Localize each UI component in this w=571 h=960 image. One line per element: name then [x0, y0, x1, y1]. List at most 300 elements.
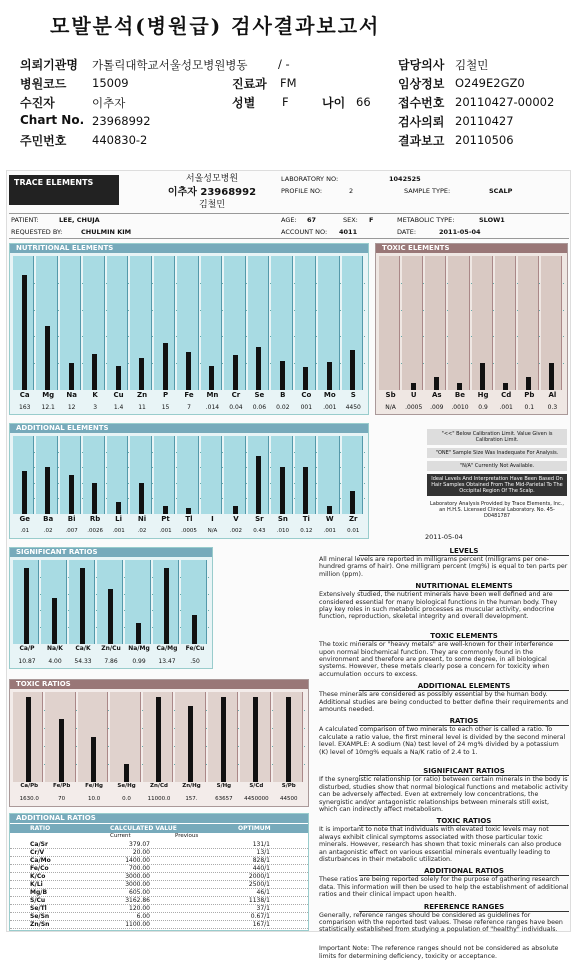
element-label: Rb	[89, 515, 101, 523]
element-label: Mg	[42, 391, 55, 399]
element-label: Na/K	[47, 645, 63, 652]
ratio-name: Se/Tl	[30, 905, 47, 912]
element-value: 0.02	[276, 404, 290, 411]
ratio-optimum: 1138/1	[248, 897, 270, 904]
element-label: Fe	[184, 391, 194, 399]
element-value: 44500	[280, 796, 298, 802]
legend-line-2: "ONE" Sample Size Was Inadequate For Analysis.	[427, 448, 567, 458]
element-label: Sn	[277, 515, 288, 523]
element-value: 63657	[215, 796, 233, 802]
clinical-label: 임상정보	[398, 77, 445, 91]
toxic-ratios-chart	[9, 679, 309, 807]
ratio-current: 6.00	[136, 913, 150, 920]
element-label: Pb	[524, 391, 535, 399]
element-label: B	[280, 391, 286, 399]
ratio-name: K/Co	[30, 873, 46, 880]
ratio-name: Ca/Sr	[30, 841, 48, 848]
chart-bar	[91, 737, 96, 782]
chart-bar	[80, 568, 85, 644]
section-text-ref_t: Generally, reference ranges should be considered as guidelines for comparison with the reported test values. These reference ranges have been statistically established from studying a population of "healthy" individuals.	[319, 911, 563, 934]
element-value: 0.43	[253, 528, 266, 534]
chart-bar	[45, 326, 50, 390]
age-value: 66	[356, 95, 371, 109]
element-label: V	[233, 515, 239, 523]
stamp-hospital: 서울성모병원	[185, 174, 239, 184]
section-text-nut_t: Extensively studied, the nutrient minerals have been well defined and are considered essential for many biological functions in the human body. They play key roles in such metabolic processes as muscular activity, endocrine function, reproduction, skeletal integrity and overall development.	[319, 591, 558, 621]
chart-bar	[163, 506, 168, 514]
element-value: 70	[58, 796, 66, 802]
chart-value: 23968992	[92, 114, 151, 128]
chart-bar	[186, 352, 191, 390]
ratio-current: 3162.86	[125, 897, 150, 904]
chart-bar	[92, 483, 97, 514]
element-label: Ca/P	[19, 645, 35, 652]
chart-bar	[26, 697, 31, 783]
patient-en-value: LEE, CHUJA	[59, 216, 100, 224]
requested-value: CHULMIN KIM	[81, 228, 132, 236]
table-row	[10, 921, 308, 929]
chart-bar	[59, 719, 64, 782]
chart-bar	[256, 456, 261, 515]
ratio-current: 20.00	[132, 849, 150, 856]
significant-title: SIGNIFICANT RATIOS	[10, 548, 212, 557]
chart-column	[402, 256, 423, 390]
chart-column	[518, 256, 539, 390]
element-label: Sb	[385, 391, 396, 399]
chart-label: Chart No.	[20, 113, 85, 127]
element-label: Zn/Hg	[182, 783, 201, 789]
nutritional-chart	[9, 243, 369, 415]
head-current: Current	[110, 833, 131, 839]
element-value: .009	[430, 404, 444, 411]
element-value: .50	[190, 658, 200, 665]
report-label: 결과보고	[398, 134, 445, 148]
chart-bar	[69, 363, 74, 390]
ratio-name: K/Li	[30, 881, 43, 888]
element-value: 001	[300, 404, 313, 411]
chart-bar	[350, 350, 355, 390]
element-label: Ge	[19, 515, 30, 523]
age-label: 나이	[322, 96, 346, 110]
element-label: Mo	[323, 391, 336, 399]
element-value: 4450	[345, 404, 361, 411]
table-row	[10, 881, 308, 889]
element-value: 0.06	[252, 404, 267, 411]
ratio-current: 379.07	[129, 841, 150, 848]
section-heading-ref_h: REFERENCE RANGES	[359, 903, 569, 912]
element-value: 10.87	[18, 658, 36, 665]
chart-bar	[411, 383, 416, 390]
ratio-optimum: 13/1	[256, 849, 270, 856]
element-label: Zn	[137, 391, 148, 399]
chart-bar	[286, 697, 291, 783]
chart-bar	[526, 377, 531, 390]
chart-bar	[45, 467, 50, 514]
section-text-arat_t: These ratios are being reported solely for the purpose of gathering research data. This information will then be used to help the establishment of additional ratios and their clinical impact upon health.	[319, 876, 569, 899]
date-value: 2011-05-04	[439, 228, 481, 236]
element-value: 7.86	[104, 658, 118, 665]
ratio-name: Mg/B	[30, 889, 48, 896]
ratio-name: S/Cu	[30, 897, 46, 904]
element-label: Co	[301, 391, 312, 399]
section-heading-tox_h: TOXIC ELEMENTS	[359, 632, 569, 641]
stamp-patient: 이추자 23968992	[167, 187, 257, 198]
ratio-name: Fe/Co	[30, 865, 49, 872]
chart-bar	[108, 589, 113, 644]
element-label: Tl	[185, 515, 193, 523]
page-title: 모발분석(병원급) 검사결과보고서	[50, 14, 381, 38]
element-label: Cr	[231, 391, 241, 399]
element-label: Ca	[19, 391, 30, 399]
metabolic-value: SLOW1	[479, 216, 505, 224]
dept-value: FM	[280, 76, 297, 90]
patient-label: 수진자	[20, 96, 55, 110]
chart-column	[224, 436, 245, 514]
id-label: 주민번호	[20, 134, 67, 148]
element-value: 0.04	[229, 404, 243, 411]
lab-logo-text: TRACE ELEMENTS	[14, 178, 94, 187]
element-value: .001	[112, 528, 125, 534]
element-label: Ni	[137, 515, 147, 523]
section-text-tox_t: The toxic minerals or "heavy metals" are well-known for their interference upon normal biochemical function. They are commonly found in the environment and therefore are present, to some degree, in all biological systems. However, these metals clearly pose a concern for toxicity when accumulation occurs to excess.	[319, 641, 554, 678]
element-value: 0.1	[524, 404, 535, 411]
element-value: 0.0	[122, 796, 131, 802]
ratio-current: 3000.00	[125, 881, 150, 888]
table-row	[10, 857, 308, 865]
element-value: 7	[187, 404, 191, 411]
element-label: Ca/K	[75, 645, 91, 652]
chart-bar	[327, 362, 332, 390]
element-label: Hg	[477, 391, 489, 399]
scanned-report	[6, 170, 571, 960]
ratio-optimum: 828/1	[252, 857, 270, 864]
element-value: .01	[20, 528, 30, 534]
element-value: 0.12	[300, 528, 313, 534]
account-label: ACCOUNT NO:	[281, 228, 328, 236]
chart-bar	[221, 697, 226, 783]
code-label: 병원코드	[20, 77, 67, 91]
ratio-optimum: 440/1	[252, 865, 270, 872]
chart-bar	[303, 367, 308, 390]
ratio-name: Zn/Sn	[30, 921, 50, 928]
ratio-optimum: 2000/1	[248, 873, 270, 880]
report-meta-right	[279, 173, 569, 209]
chart-bar	[253, 697, 258, 783]
legend-line-3: "N/A" Currently Not Available.	[427, 461, 567, 471]
element-label: Ca/Pb	[20, 783, 39, 789]
header-info	[0, 52, 571, 152]
ratio-name: Cr/V	[30, 849, 45, 856]
nutritional-title: NUTRITIONAL ELEMENTS	[10, 244, 368, 253]
element-label: Sr	[255, 515, 264, 523]
chart-bar	[280, 467, 285, 514]
element-label: Fe/Hg	[85, 783, 103, 789]
ratio-name: Ca/Mo	[30, 857, 51, 864]
lab-logo	[9, 175, 119, 205]
head-ratio: RATIO	[30, 825, 51, 832]
chart-bar	[256, 347, 261, 390]
table-row	[10, 873, 308, 881]
chart-bar	[163, 343, 168, 390]
chart-bar	[186, 508, 191, 514]
section-text-trat_t: It is important to note that individuals with elevated toxic levels may not always exhibit clinical symptoms associated with those particular toxic minerals. However, research has shown that toxic minerals can also produce an antagonistic effect on various essential minerals eventually leading to disturbances in their metabolic utilization.	[319, 826, 562, 864]
chart-bar	[480, 363, 485, 390]
hospital-label: 의뢰기관명	[20, 58, 78, 72]
chart-bar	[350, 491, 355, 514]
chart-bar	[233, 506, 238, 514]
element-value: 11000.0	[147, 796, 171, 802]
element-value: .001	[323, 528, 336, 534]
ratio-optimum: 167/1	[252, 921, 270, 928]
section-text-add_t: These minerals are considered as possibly essential by the human body. Additional studies are being conducted to better define their requirements and amounts needed.	[319, 691, 569, 713]
element-value: 54.33	[74, 658, 92, 665]
element-label: S/Cd	[249, 783, 264, 789]
element-value: .0010	[451, 404, 469, 411]
chart-bar	[434, 377, 439, 390]
element-label: Fe/Pb	[53, 783, 71, 789]
legend-line-5: Laboratory Analysis Provided by Trace Elements, Inc., an H.H.S. Licensed Clinical Laboratory. No. 45-D0481787	[430, 501, 564, 519]
section-heading-rat_h: RATIOS	[359, 717, 569, 726]
section-heading-add_h: ADDITIONAL ELEMENTS	[359, 682, 569, 691]
section-heading-arat_h: ADDITIONAL RATIOS	[359, 867, 569, 876]
element-label: S	[350, 391, 356, 399]
element-value: .0005	[181, 528, 197, 534]
code-value: 15009	[92, 76, 129, 90]
chart-bar	[92, 354, 97, 390]
element-value: 0.99	[132, 658, 146, 665]
element-value: .001	[323, 404, 337, 411]
element-value: .02	[43, 528, 53, 534]
element-label: Zn/Cu	[101, 645, 121, 652]
ratio-optimum: 131/1	[252, 841, 270, 848]
table-row	[10, 841, 308, 849]
element-label: Zn/Cd	[150, 783, 168, 789]
sex-en-label: SEX:	[343, 216, 358, 224]
ratio-current: 1100.00	[125, 921, 150, 928]
table-row	[10, 897, 308, 905]
significant-ratios-chart	[9, 547, 213, 669]
section-text-levels_t: All mineral levels are reported in milligrams percent (milligrams per one-hundred grams of hair). One milligram percent (mg%) is equal to ten parts per million (ppm).	[319, 556, 568, 578]
element-value: 10.0	[87, 796, 101, 802]
element-value: 0.01	[347, 528, 360, 534]
element-value: 11	[138, 404, 146, 411]
chart-bar	[188, 706, 193, 783]
chart-bar	[139, 358, 144, 390]
chart-bar	[136, 623, 141, 644]
element-label: S/Hg	[216, 783, 232, 789]
doctor-value: 김철민	[455, 58, 489, 72]
requested-label: REQUESTED BY:	[11, 228, 63, 236]
lab-no-value: 1042525	[389, 175, 421, 183]
table-row	[10, 865, 308, 873]
element-label: U	[410, 391, 417, 399]
request-value: 20110427	[455, 114, 514, 128]
stamp-doctor: 김철민	[198, 200, 226, 210]
age-en-label: AGE:	[281, 216, 297, 224]
element-value: .007	[65, 528, 78, 534]
element-value: 15	[161, 404, 170, 411]
element-value: N/A	[385, 404, 396, 411]
element-label: Mn	[206, 391, 219, 399]
profile-label: PROFILE NO:	[281, 187, 323, 195]
head-opt: OPTIMUM	[238, 825, 271, 832]
table-row	[10, 913, 308, 921]
element-value: .0026	[87, 528, 103, 534]
element-label: K	[92, 391, 98, 399]
element-label: Ca/Mg	[156, 645, 178, 652]
legend-box	[427, 429, 567, 527]
element-value: 4.00	[48, 658, 62, 665]
legend-line-1: "<<" Below Calibration Limit. Value Given is Calibration Limit.	[427, 429, 567, 445]
element-label: Be	[454, 391, 465, 399]
hospital-value: 가톨릭대학교서울성모병원병동	[92, 58, 248, 72]
section-heading-levels_h: LEVELS	[359, 547, 569, 556]
ratio-current: 3000.00	[125, 873, 150, 880]
additional-ratios-title: ADDITIONAL RATIOS	[10, 814, 308, 823]
element-value: 12	[67, 404, 76, 411]
chart-column	[177, 436, 198, 514]
receipt-value: 20110427-00002	[455, 95, 555, 109]
ratio-optimum: 0.67/1	[250, 913, 270, 920]
metabolic-label: METABOLIC TYPE:	[397, 216, 455, 224]
patient-en-label: PATIENT:	[11, 216, 39, 224]
additional-ratios-table	[9, 813, 309, 931]
id-value: 440830-2	[92, 133, 148, 147]
chart-column	[201, 436, 222, 514]
element-value: 13.47	[158, 658, 176, 665]
ratio-current: 1400.00	[125, 857, 150, 864]
section-text-sig_t: If the synergistic relationship (or ratio) between certain minerals in the body is disturbed, studies show that normal biological functions and metabolic activity can be adversely affected. Even at extremely low concentrations, the synergistic and/or antagonistic relationships between minerals still exist, which can indirectly affect metabolism.	[319, 776, 568, 814]
head-previous: Previous	[175, 833, 199, 839]
chart-column	[379, 256, 400, 390]
table-row	[10, 849, 308, 857]
chart-bar	[327, 506, 332, 514]
date-label: DATE:	[397, 228, 417, 236]
patient-value: 이추자	[92, 96, 126, 110]
chart-bar	[69, 475, 74, 514]
toxic-title: TOXIC ELEMENTS	[376, 244, 567, 253]
chart-bar	[124, 764, 129, 782]
element-label: Bi	[67, 515, 76, 523]
legend-line-4: Ideal Levels And Interpretation Have Been Based On Hair Samples Obtained From The Mid-Parietal To The Occipital Region Of The Scalp.	[427, 474, 567, 496]
chart-bar	[156, 697, 161, 783]
element-value: .02	[137, 528, 147, 534]
chart-bar	[22, 275, 27, 390]
table-row	[10, 889, 308, 897]
element-value: 4450000	[244, 796, 269, 802]
additional-chart	[9, 423, 369, 539]
element-value: .002	[229, 528, 243, 534]
chart-column	[318, 436, 339, 514]
dept-label: 진료과	[232, 77, 267, 91]
report-value: 20110506	[455, 133, 514, 147]
chart-bar	[164, 568, 169, 644]
section-heading-nut_h: NUTRITIONAL ELEMENTS	[359, 582, 569, 591]
chart-column	[154, 436, 175, 514]
patient-row	[9, 213, 569, 239]
chart-bar	[233, 355, 238, 390]
sample-label: SAMPLE TYPE:	[404, 187, 451, 195]
section-heading-sig_h: SIGNIFICANT RATIOS	[359, 767, 569, 776]
element-label: Cd	[501, 391, 512, 399]
chart-bar	[280, 361, 285, 390]
chart-bar	[24, 568, 29, 644]
element-label: Pt	[161, 515, 170, 523]
table-row	[10, 905, 308, 913]
element-value: .001	[159, 528, 172, 534]
chart-bar	[457, 383, 462, 390]
head-calc: CALCULATED VALUE	[110, 825, 177, 832]
element-value: 0.3	[547, 404, 558, 411]
chart-bar	[503, 383, 508, 390]
sample-value: SCALP	[489, 187, 513, 195]
chart-column	[495, 256, 516, 390]
element-value: .001	[499, 404, 513, 411]
element-label: P	[162, 391, 169, 399]
chart-bar	[22, 471, 27, 514]
age-en-value: 67	[307, 216, 317, 224]
element-label: Li	[115, 515, 123, 523]
ratios-table-head	[10, 824, 308, 833]
element-value: 157.	[185, 796, 198, 802]
element-label: As	[432, 391, 442, 399]
ratio-current: 120.00	[129, 905, 150, 912]
element-value: 163	[19, 404, 31, 411]
ward-value: / -	[278, 57, 290, 71]
chart-bar	[192, 615, 197, 644]
element-label: S/Pb	[281, 783, 296, 789]
chart-bar	[139, 483, 144, 514]
toxic-ratios-title: TOXIC RATIOS	[10, 680, 308, 689]
toxic-chart	[375, 243, 568, 415]
element-value: 1630.0	[19, 796, 39, 802]
lab-no-label: LABORATORY NO:	[281, 175, 339, 183]
additional-title: ADDITIONAL ELEMENTS	[10, 424, 368, 433]
element-value: N/A	[207, 528, 218, 534]
ratio-current: 700.00	[129, 865, 150, 872]
section-heading-trat_h: TOXIC RATIOS	[359, 817, 569, 826]
explanation-column	[319, 547, 569, 960]
element-label: I	[211, 515, 214, 523]
element-label: Cu	[113, 391, 124, 399]
element-value: 3	[93, 404, 98, 411]
element-value: 1.4	[113, 404, 124, 411]
element-label: Fe/Cu	[185, 645, 205, 652]
sex-label: 성별	[232, 96, 256, 110]
chart-bar	[116, 366, 121, 390]
account-value: 4011	[339, 228, 358, 236]
clinical-value: O249E2GZ0	[455, 76, 525, 90]
chart-bar	[116, 502, 121, 514]
sex-en-value: F	[369, 216, 374, 224]
receipt-label: 접수번호	[398, 96, 445, 110]
element-label: Se	[254, 391, 265, 399]
chart-bar	[209, 366, 214, 390]
chart-bar	[549, 363, 554, 390]
element-value: .010	[276, 528, 289, 534]
ratio-optimum: 2500/1	[248, 881, 270, 888]
sex-value: F	[282, 95, 289, 109]
element-label: Al	[548, 391, 557, 399]
element-label: Na/Mg	[128, 645, 150, 652]
chart-column	[448, 256, 469, 390]
element-value: .014	[205, 404, 220, 411]
element-value: 0.9	[478, 404, 488, 411]
element-value: .0005	[405, 404, 423, 411]
profile-value: 2	[349, 187, 354, 195]
element-label: Na	[66, 391, 77, 399]
hospital-stamp	[147, 173, 277, 217]
